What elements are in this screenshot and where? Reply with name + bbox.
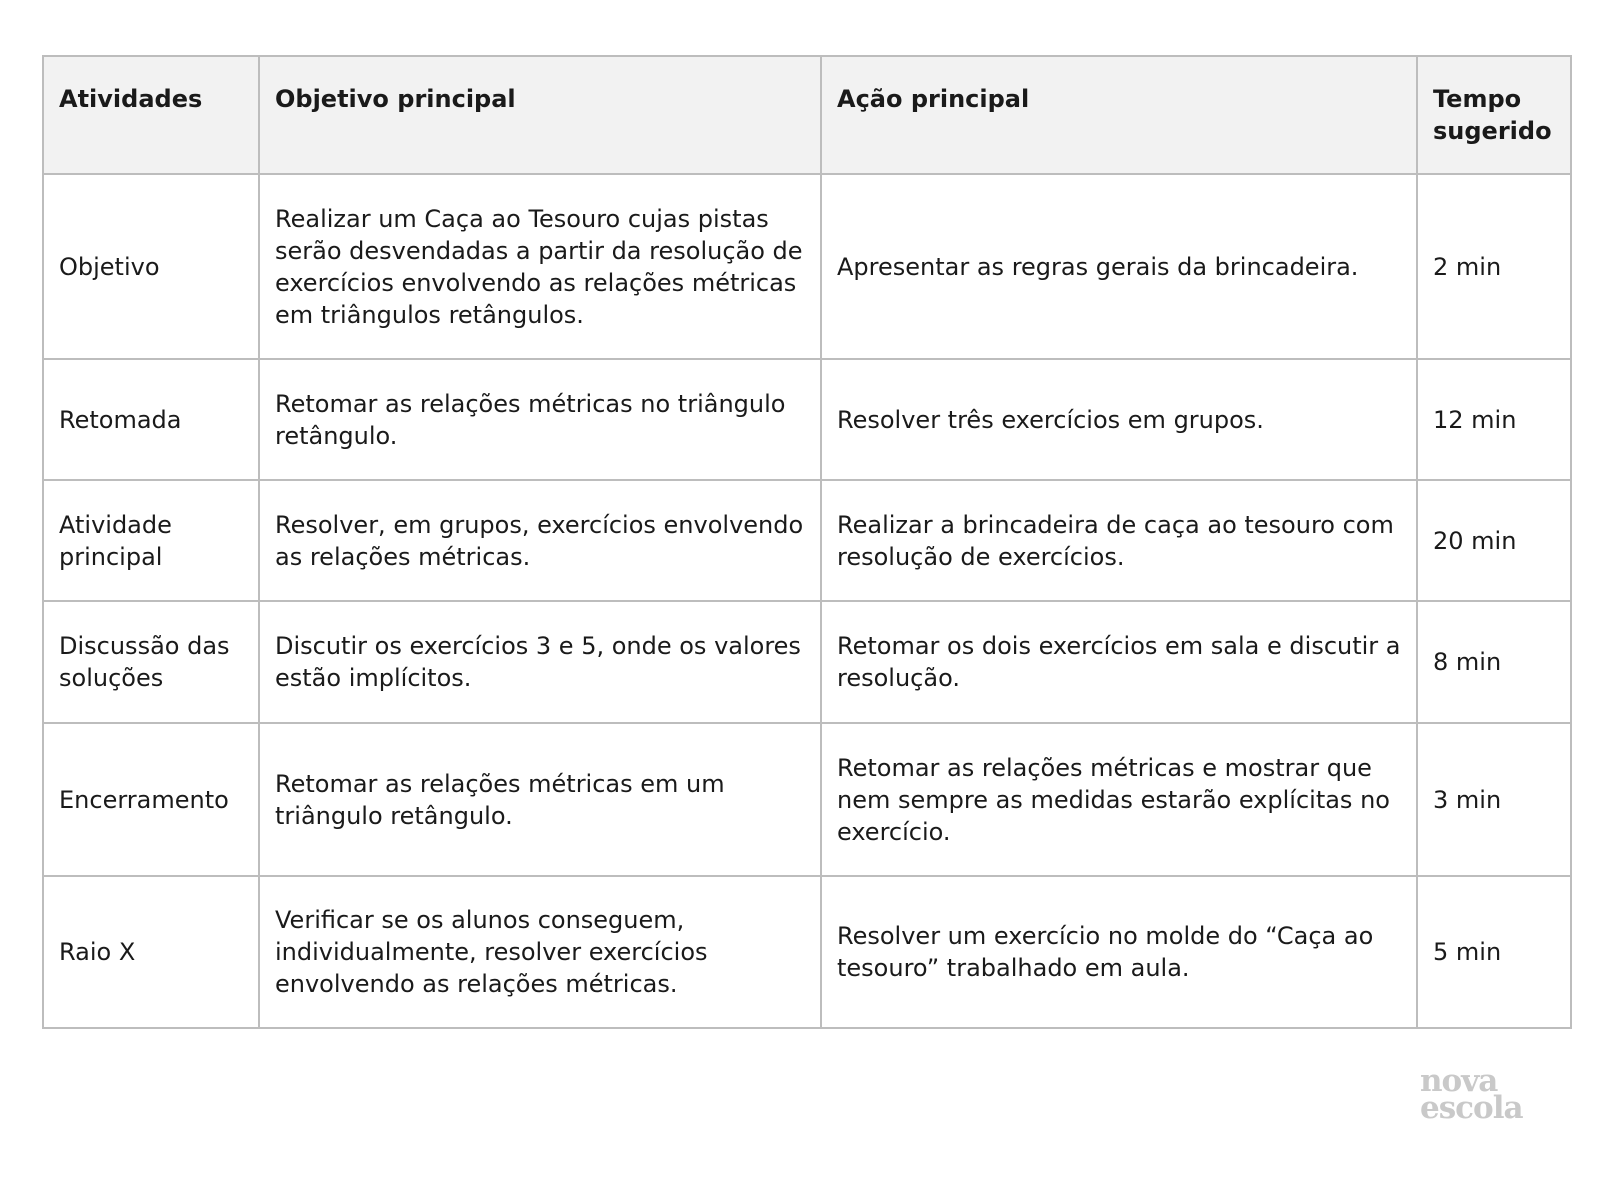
cell-tempo: 20 min <box>1417 480 1571 601</box>
nova-escola-logo <box>1420 1063 1523 1126</box>
cell-tempo: 5 min <box>1417 876 1571 1028</box>
cell-objetivo: Discutir os exercícios 3 e 5, onde os valores estão implícitos. <box>259 601 821 723</box>
table-header-row <box>43 56 1571 174</box>
table-row <box>43 359 1571 480</box>
cell-atividade: Discussão das soluções <box>43 601 259 723</box>
cell-atividade: Retomada <box>43 359 259 480</box>
table-row <box>43 480 1571 601</box>
header-objetivo-principal: Objetivo principal <box>259 56 821 174</box>
lesson-plan-table <box>42 55 1572 1029</box>
table-row <box>43 876 1571 1028</box>
table-row <box>43 723 1571 876</box>
cell-objetivo: Realizar um Caça ao Tesouro cujas pistas serão desvendadas a partir da resolução de exercícios envolvendo as relações métricas em triângulos retângulos. <box>259 174 821 359</box>
header-tempo-sugerido: Tempo sugerido <box>1417 56 1571 174</box>
cell-acao: Resolver um exercício no molde do “Caça ao tesouro” trabalhado em aula. <box>821 876 1417 1028</box>
cell-atividade: Raio X <box>43 876 259 1028</box>
cell-objetivo: Verificar se os alunos conseguem, individualmente, resolver exercícios envolvendo as relações métricas. <box>259 876 821 1028</box>
cell-atividade: Atividade principal <box>43 480 259 601</box>
cell-acao: Resolver três exercícios em grupos. <box>821 359 1417 480</box>
logo-line-escola: escola <box>1420 1090 1523 1126</box>
cell-acao: Apresentar as regras gerais da brincadeira. <box>821 174 1417 359</box>
logo-line-nova: nova <box>1420 1063 1498 1099</box>
cell-acao: Retomar os dois exercícios em sala e discutir a resolução. <box>821 601 1417 723</box>
cell-tempo: 8 min <box>1417 601 1571 723</box>
header-atividades: Atividades <box>43 56 259 174</box>
cell-objetivo: Retomar as relações métricas em um triângulo retângulo. <box>259 723 821 876</box>
cell-acao: Retomar as relações métricas e mostrar que nem sempre as medidas estarão explícitas no exercício. <box>821 723 1417 876</box>
cell-atividade: Encerramento <box>43 723 259 876</box>
header-acao-principal: Ação principal <box>821 56 1417 174</box>
cell-objetivo: Retomar as relações métricas no triângulo retângulo. <box>259 359 821 480</box>
cell-objetivo: Resolver, em grupos, exercícios envolvendo as relações métricas. <box>259 480 821 601</box>
cell-tempo: 3 min <box>1417 723 1571 876</box>
table-row <box>43 601 1571 723</box>
cell-acao: Realizar a brincadeira de caça ao tesouro com resolução de exercícios. <box>821 480 1417 601</box>
cell-tempo: 12 min <box>1417 359 1571 480</box>
cell-tempo: 2 min <box>1417 174 1571 359</box>
cell-atividade: Objetivo <box>43 174 259 359</box>
table-row <box>43 174 1571 359</box>
